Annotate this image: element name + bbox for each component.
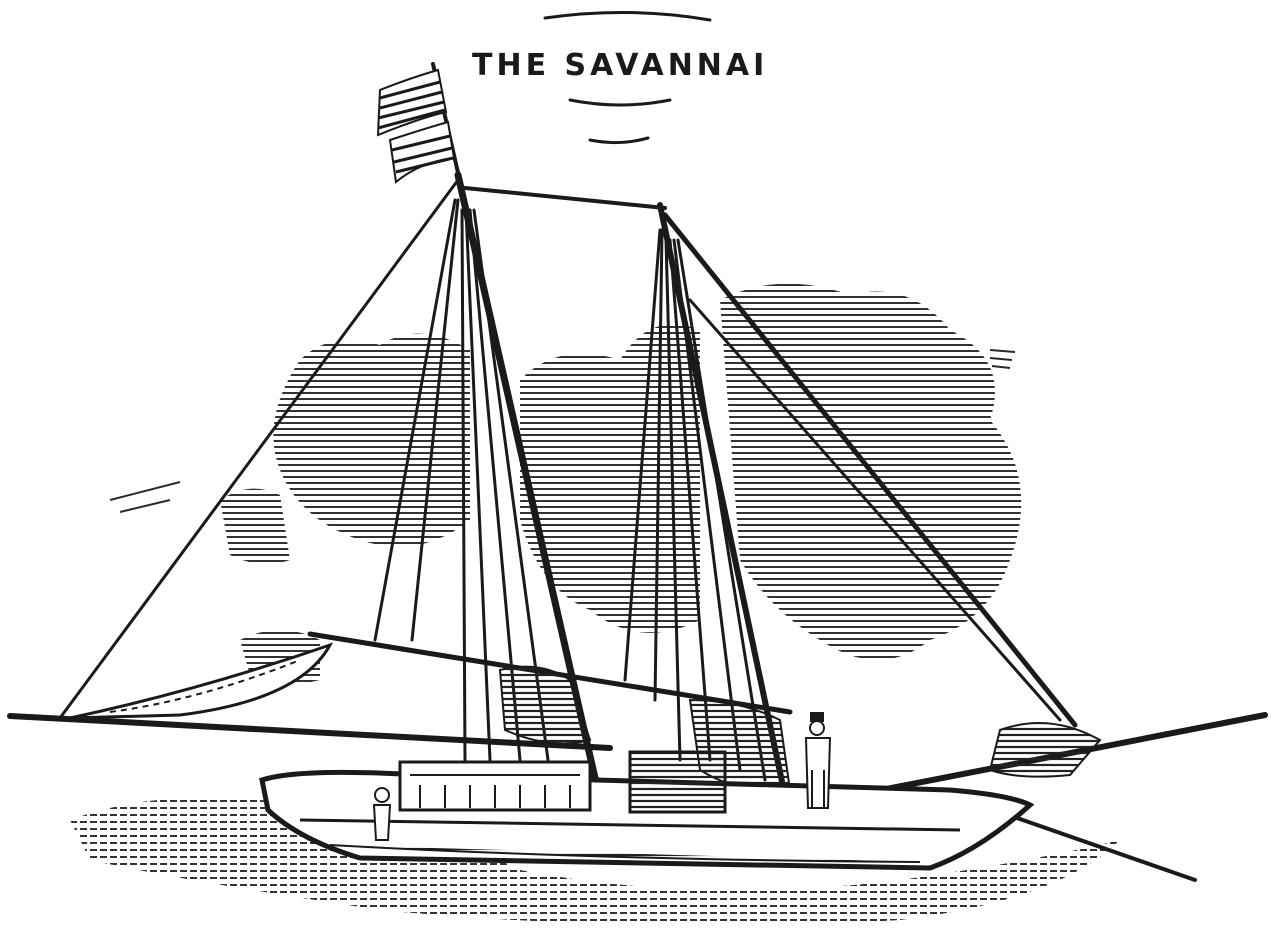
- sailor-stern-icon: [374, 788, 390, 840]
- ensign-flag: [378, 64, 462, 190]
- sky-clouds: [110, 284, 1021, 684]
- illustration-title: THE SAVANNAI: [472, 48, 769, 83]
- sailor-bow-icon: [806, 712, 830, 808]
- title-group: [472, 12, 768, 142]
